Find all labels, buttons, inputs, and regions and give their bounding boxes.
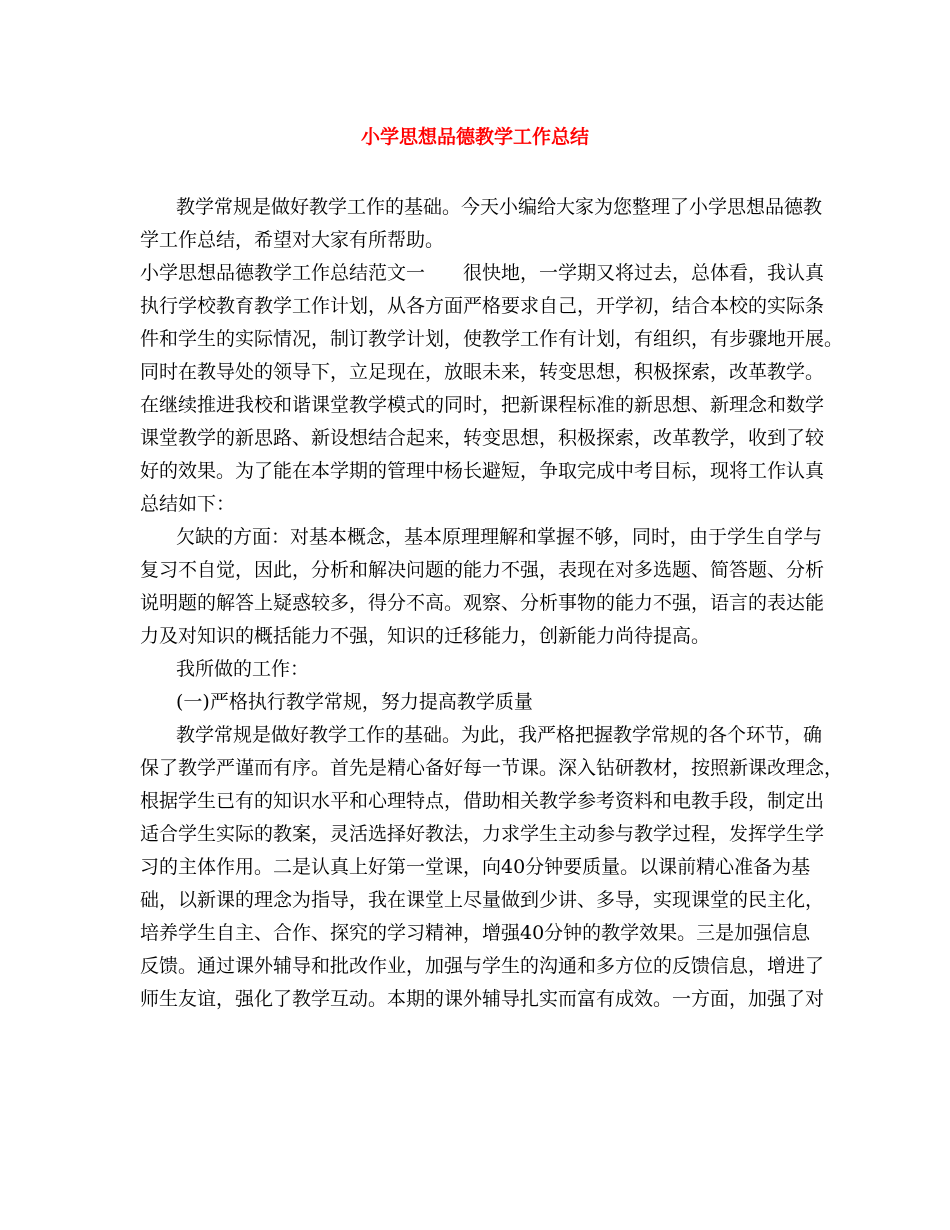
paragraph-line: 保了教学严谨而有序。首先是精心备好每一节课。深入钻研教材，按照新课改理念， [140, 757, 844, 779]
document-title: 小学思想品德教学工作总结 [360, 126, 589, 148]
paragraph-line: 课堂教学的新思路、新设想结合起来，转变思想，积极探索，改革教学，收到了较 [140, 427, 825, 449]
paragraph-line: 在继续推进我校和谐课堂教学模式的同时，把新课程标准的新思想、新理念和数学 [140, 394, 825, 416]
paragraph-line: 好的效果。为了能在本学期的管理中杨长避短，争取完成中考目标，现将工作认真 [140, 460, 825, 482]
paragraph-line: 反馈。通过课外辅导和批改作业，加强与学生的沟通和多方位的反馈信息，增进了 [140, 955, 825, 977]
paragraph-line: 执行学校教育教学工作计划，从各方面严格要求自己，开学初，结合本校的实际条 [140, 295, 825, 317]
paragraph-line: 培养学生自主、合作、探究的学习精神，增强40分钟的教学效果。三是加强信息 [140, 922, 811, 944]
paragraph-line: 根据学生已有的知识水平和心理特点，借助相关教学参考资料和电教手段，制定出 [140, 790, 825, 812]
paragraph-line: 总结如下： [140, 493, 236, 515]
paragraph-line: 师生友谊，强化了教学互动。本期的课外辅导扎实而富有成效。一方面，加强了对 [140, 988, 825, 1010]
paragraph-line: 件和学生的实际情况，制订教学计划，使教学工作有计划，有组织，有步骤地开展。 [140, 328, 844, 350]
paragraph-line: 我所做的工作： [176, 658, 310, 680]
paragraph-line: 说明题的解答上疑惑较多，得分不高。观察、分析事物的能力不强，语言的表达能 [140, 592, 825, 614]
paragraph-line: 教学常规是做好教学工作的基础。今天小编给大家为您整理了小学思想品德教 [176, 196, 823, 218]
paragraph-line: 欠缺的方面：对基本概念，基本原理理解和掌握不够，同时，由于学生自学与 [176, 526, 823, 548]
paragraph-line: 复习不自觉，因此，分析和解决问题的能力不强，表现在对多选题、简答题、分析 [140, 559, 825, 581]
paragraph-line: 小学思想品德教学工作总结范文一 很快地，一学期又将过去，总体看，我认真 [140, 262, 825, 284]
paragraph-line: 同时在教导处的领导下，立足现在，放眼未来，转变思想，积极探索，改革教学。 [140, 361, 825, 383]
paragraph-line: 教学常规是做好教学工作的基础。为此，我严格把握教学常规的各个环节，确 [176, 724, 823, 746]
paragraph-line: 适合学生实际的教案，灵活选择好教法，力求学生主动参与教学过程，发挥学生学 [140, 823, 825, 845]
paragraph-line: 力及对知识的概括能力不强，知识的迁移能力，创新能力尚待提高。 [140, 625, 711, 647]
paragraph-line: 学工作总结，希望对大家有所帮助。 [140, 229, 445, 251]
paragraph-line: (一)严格执行教学常规，努力提高教学质量 [176, 691, 533, 713]
paragraph-line: 础，以新课的理念为指导，我在课堂上尽量做到少讲、多导，实现课堂的民主化， [140, 889, 825, 911]
paragraph-line: 习的主体作用。二是认真上好第一堂课，向40分钟要质量。以课前精心准备为基 [140, 856, 811, 878]
